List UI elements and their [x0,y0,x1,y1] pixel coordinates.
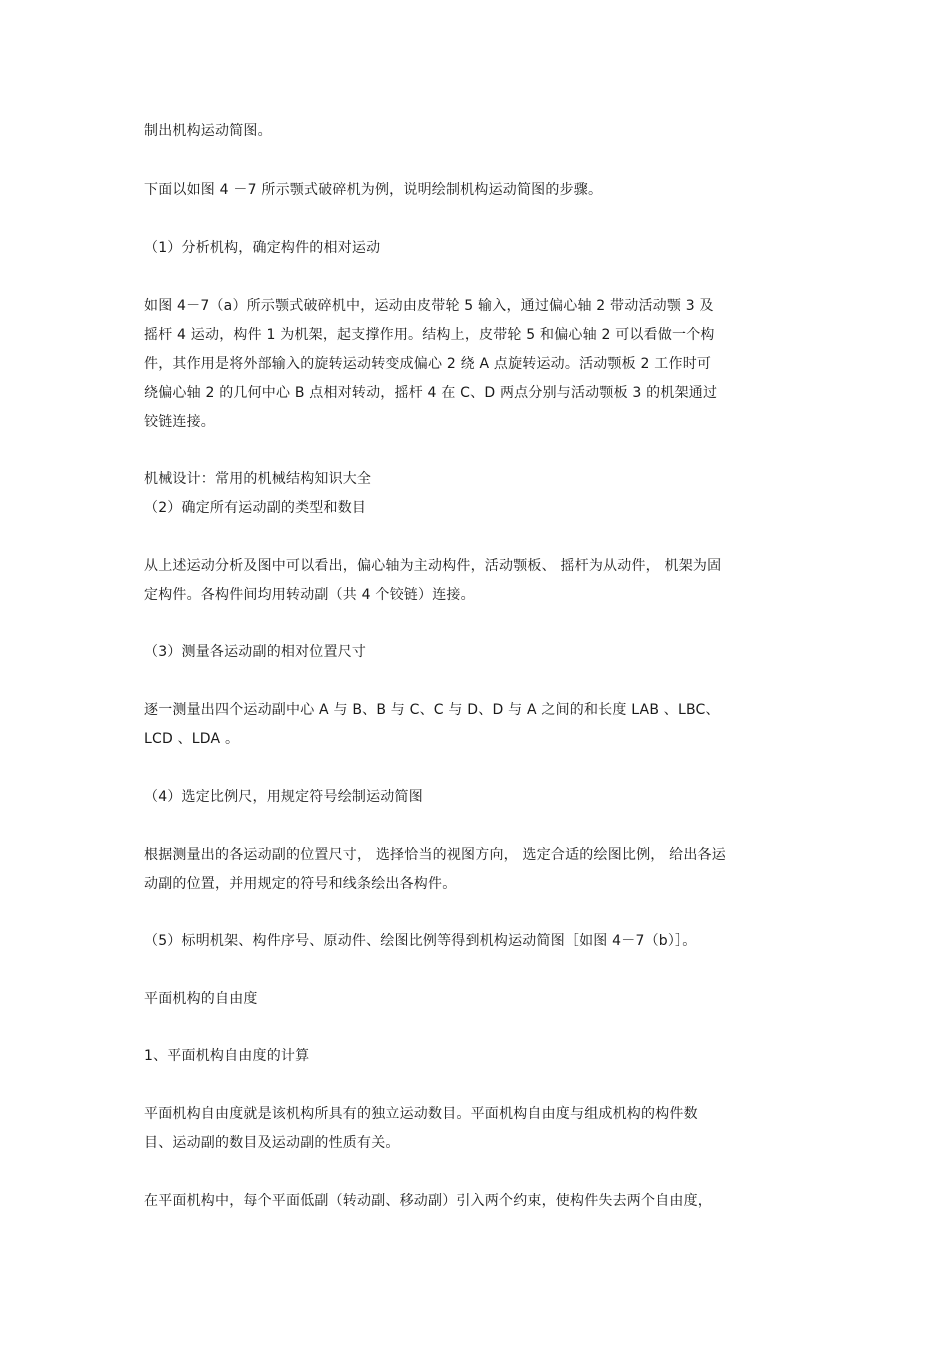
paragraph-line: 机械设计：常用的机械结构知识大全 [144,471,372,487]
paragraph-line: 制出机构运动简图。 [144,123,272,139]
section-heading: （5）标明机架、构件序号、原动件、绘图比例等得到机构运动简图［如图 4－7（b）］。 [144,933,697,949]
subsection-title: 1、平面机构自由度的计算 [144,1048,310,1064]
paragraph-line: 摇杆 4 运动，构件 1 为机架，起支撑作用。结构上，皮带轮 5 和偏心轴 2 可以看做一个构 [144,327,715,343]
paragraph-line: LCD 、LDA 。 [144,731,240,747]
paragraph-line: 平面机构自由度就是该机构所具有的独立运动数目。平面机构自由度与组成机构的构件数 [144,1106,698,1122]
paragraph-line: 从上述运动分析及图中可以看出，偏心轴为主动构件，活动颚板、 摇杆为从动件， 机架为固 [144,558,722,574]
paragraph-line: 如图 4－7（a）所示颚式破碎机中，运动由皮带轮 5 输入，通过偏心轴 2 带动活动颚 3 及 [144,298,714,314]
section-heading: （1）分析机构，确定构件的相对运动 [144,240,381,256]
section-heading: （2）确定所有运动副的类型和数目 [144,500,367,516]
paragraph-line: 逐一测量出四个运动副中心 A 与 B、B 与 C、C 与 D、D 与 A 之间的和长度 LAB 、LBC、 [144,702,720,718]
paragraph-line: 件，其作用是将外部输入的旋转运动转变成偏心 2 绕 A 点旋转运动。活动颚板 2 工作时可 [144,356,712,372]
paragraph-line: 根据测量出的各运动副的位置尺寸， 选择恰当的视图方向， 选定合适的绘图比例， 给出各运 [144,847,726,863]
paragraph-line: 定构件。各构件间均用转动副（共 4 个铰链）连接。 [144,587,475,603]
paragraph-line: 目、运动副的数目及运动副的性质有关。 [144,1135,400,1151]
paragraph-line: 在平面机构中，每个平面低副（转动副、移动副）引入两个约束，使构件失去两个自由度， [144,1193,712,1209]
section-title: 平面机构的自由度 [144,991,258,1007]
paragraph-line: 铰链连接。 [144,414,215,430]
paragraph-line: 动副的位置，并用规定的符号和线条绘出各构件。 [144,876,457,892]
section-heading: （4）选定比例尺，用规定符号绘制运动简图 [144,789,423,805]
paragraph-line: 绕偏心轴 2 的几何中心 B 点相对转动，摇杆 4 在 C、D 两点分别与活动颚板 3 的机架通过 [144,385,718,401]
paragraph-line: 下面以如图 4 －7 所示颚式破碎机为例，说明绘制机构运动简图的步骤。 [144,182,603,198]
section-heading: （3）测量各运动副的相对位置尺寸 [144,644,367,660]
